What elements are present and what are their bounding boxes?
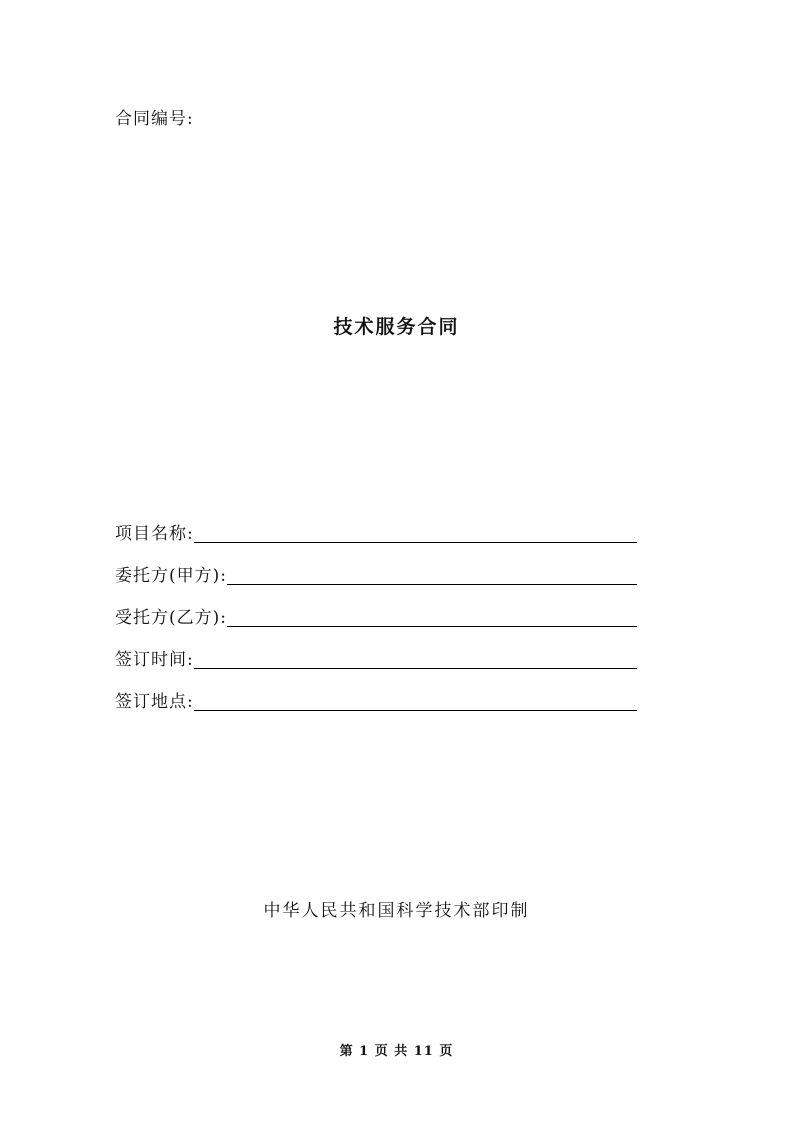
- field-label: 受托方(乙方):: [115, 608, 227, 628]
- field-label: 项目名称:: [115, 524, 194, 544]
- field-label: 委托方(甲方):: [115, 566, 227, 586]
- signing-place-field[interactable]: [194, 688, 637, 711]
- page-number-footer: 第 1 页 共 11 页: [339, 1044, 454, 1059]
- contract-number-label: 合同编号:: [115, 109, 194, 129]
- contractor-party-b-field[interactable]: [227, 604, 637, 627]
- field-client: [115, 562, 637, 587]
- project-name-field[interactable]: [194, 520, 637, 543]
- field-signing-date: [115, 646, 637, 671]
- field-project-name: [115, 520, 637, 545]
- field-label: 签订时间:: [115, 650, 194, 670]
- signing-date-field[interactable]: [194, 646, 637, 669]
- contract-number: [115, 104, 194, 129]
- field-contractor: [115, 604, 637, 629]
- issuer-line: 中华人民共和国科学技术部印制: [263, 901, 530, 921]
- document-title: 技术服务合同: [333, 316, 460, 338]
- field-signing-place: [115, 688, 637, 713]
- client-party-a-field[interactable]: [227, 562, 637, 585]
- contract-info-fields: [115, 520, 637, 730]
- field-label: 签订地点:: [115, 692, 194, 712]
